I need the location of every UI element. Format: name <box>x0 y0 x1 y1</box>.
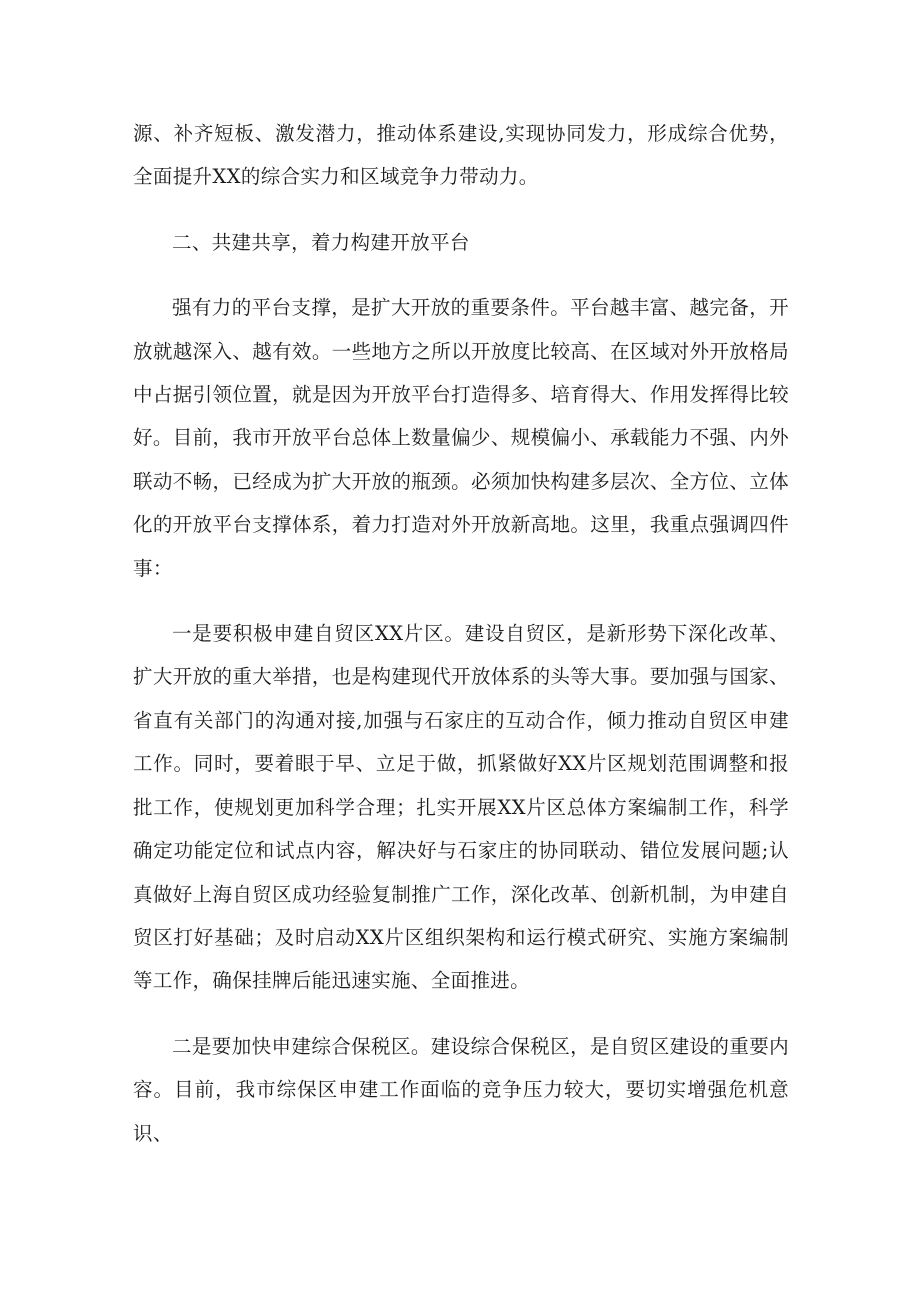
paragraph-continuation: 源、补齐短板、激发潜力，推动体系建设,实现协同发力，形成综合优势，全面提升XX的综合实力和区域竞争力带动力。 <box>133 122 789 189</box>
paragraph-point-two: 二是要加快申建综合保税区。建设综合保税区，是自贸区建设的重要内容。目前，我市综保区申建工作面临的竞争压力较大，要切实增强危机意识、 <box>133 1034 789 1145</box>
paragraph-platform-intro: 强有力的平台支撑，是扩大开放的重要条件。平台越丰富、越完备，开放就越深入、越有效。一些地方之所以开放度比较高、在区域对外开放格局中占据引领位置，就是因为开放平台打造得多、培育得大、作用发挥得比较好。目前，我市开放平台总体上数量偏少、规模偏小、承载能力不强、内外联动不畅，已经成为扩大开放的瓶颈。必须加快构建多层次、全方位、立体化的开放平台支撑体系，着力打造对外开放新高地。这里，我重点强调四件事： <box>133 296 789 580</box>
section-heading: 二、共建共享，着力构建开放平台 <box>172 230 470 254</box>
document-body <box>133 112 789 1177</box>
paragraph-point-one: 一是要积极申建自贸区XX片区。建设自贸区，是新形势下深化改革、扩大开放的重大举措，也是构建现代开放体系的头等大事。要加强与国家、省直有关部门的沟通对接,加强与石家庄的互动合作，倾力推动自贸区申建工作。同时，要着眼于早、立足于做，抓紧做好XX片区规划范围调整和报批工作，使规划更加科学合理；扎实开展XX片区总体方案编制工作，科学确定功能定位和试点内容，解决好与石家庄的协同联动、错位发展问题;认真做好上海自贸区成功经验复制推广工作，深化改革、创新机制，为申建自贸区打好基础；及时启动XX片区组织架构和运行模式研究、实施方案编制等工作，确保挂牌后能迅速实施、全面推进。 <box>133 622 789 993</box>
